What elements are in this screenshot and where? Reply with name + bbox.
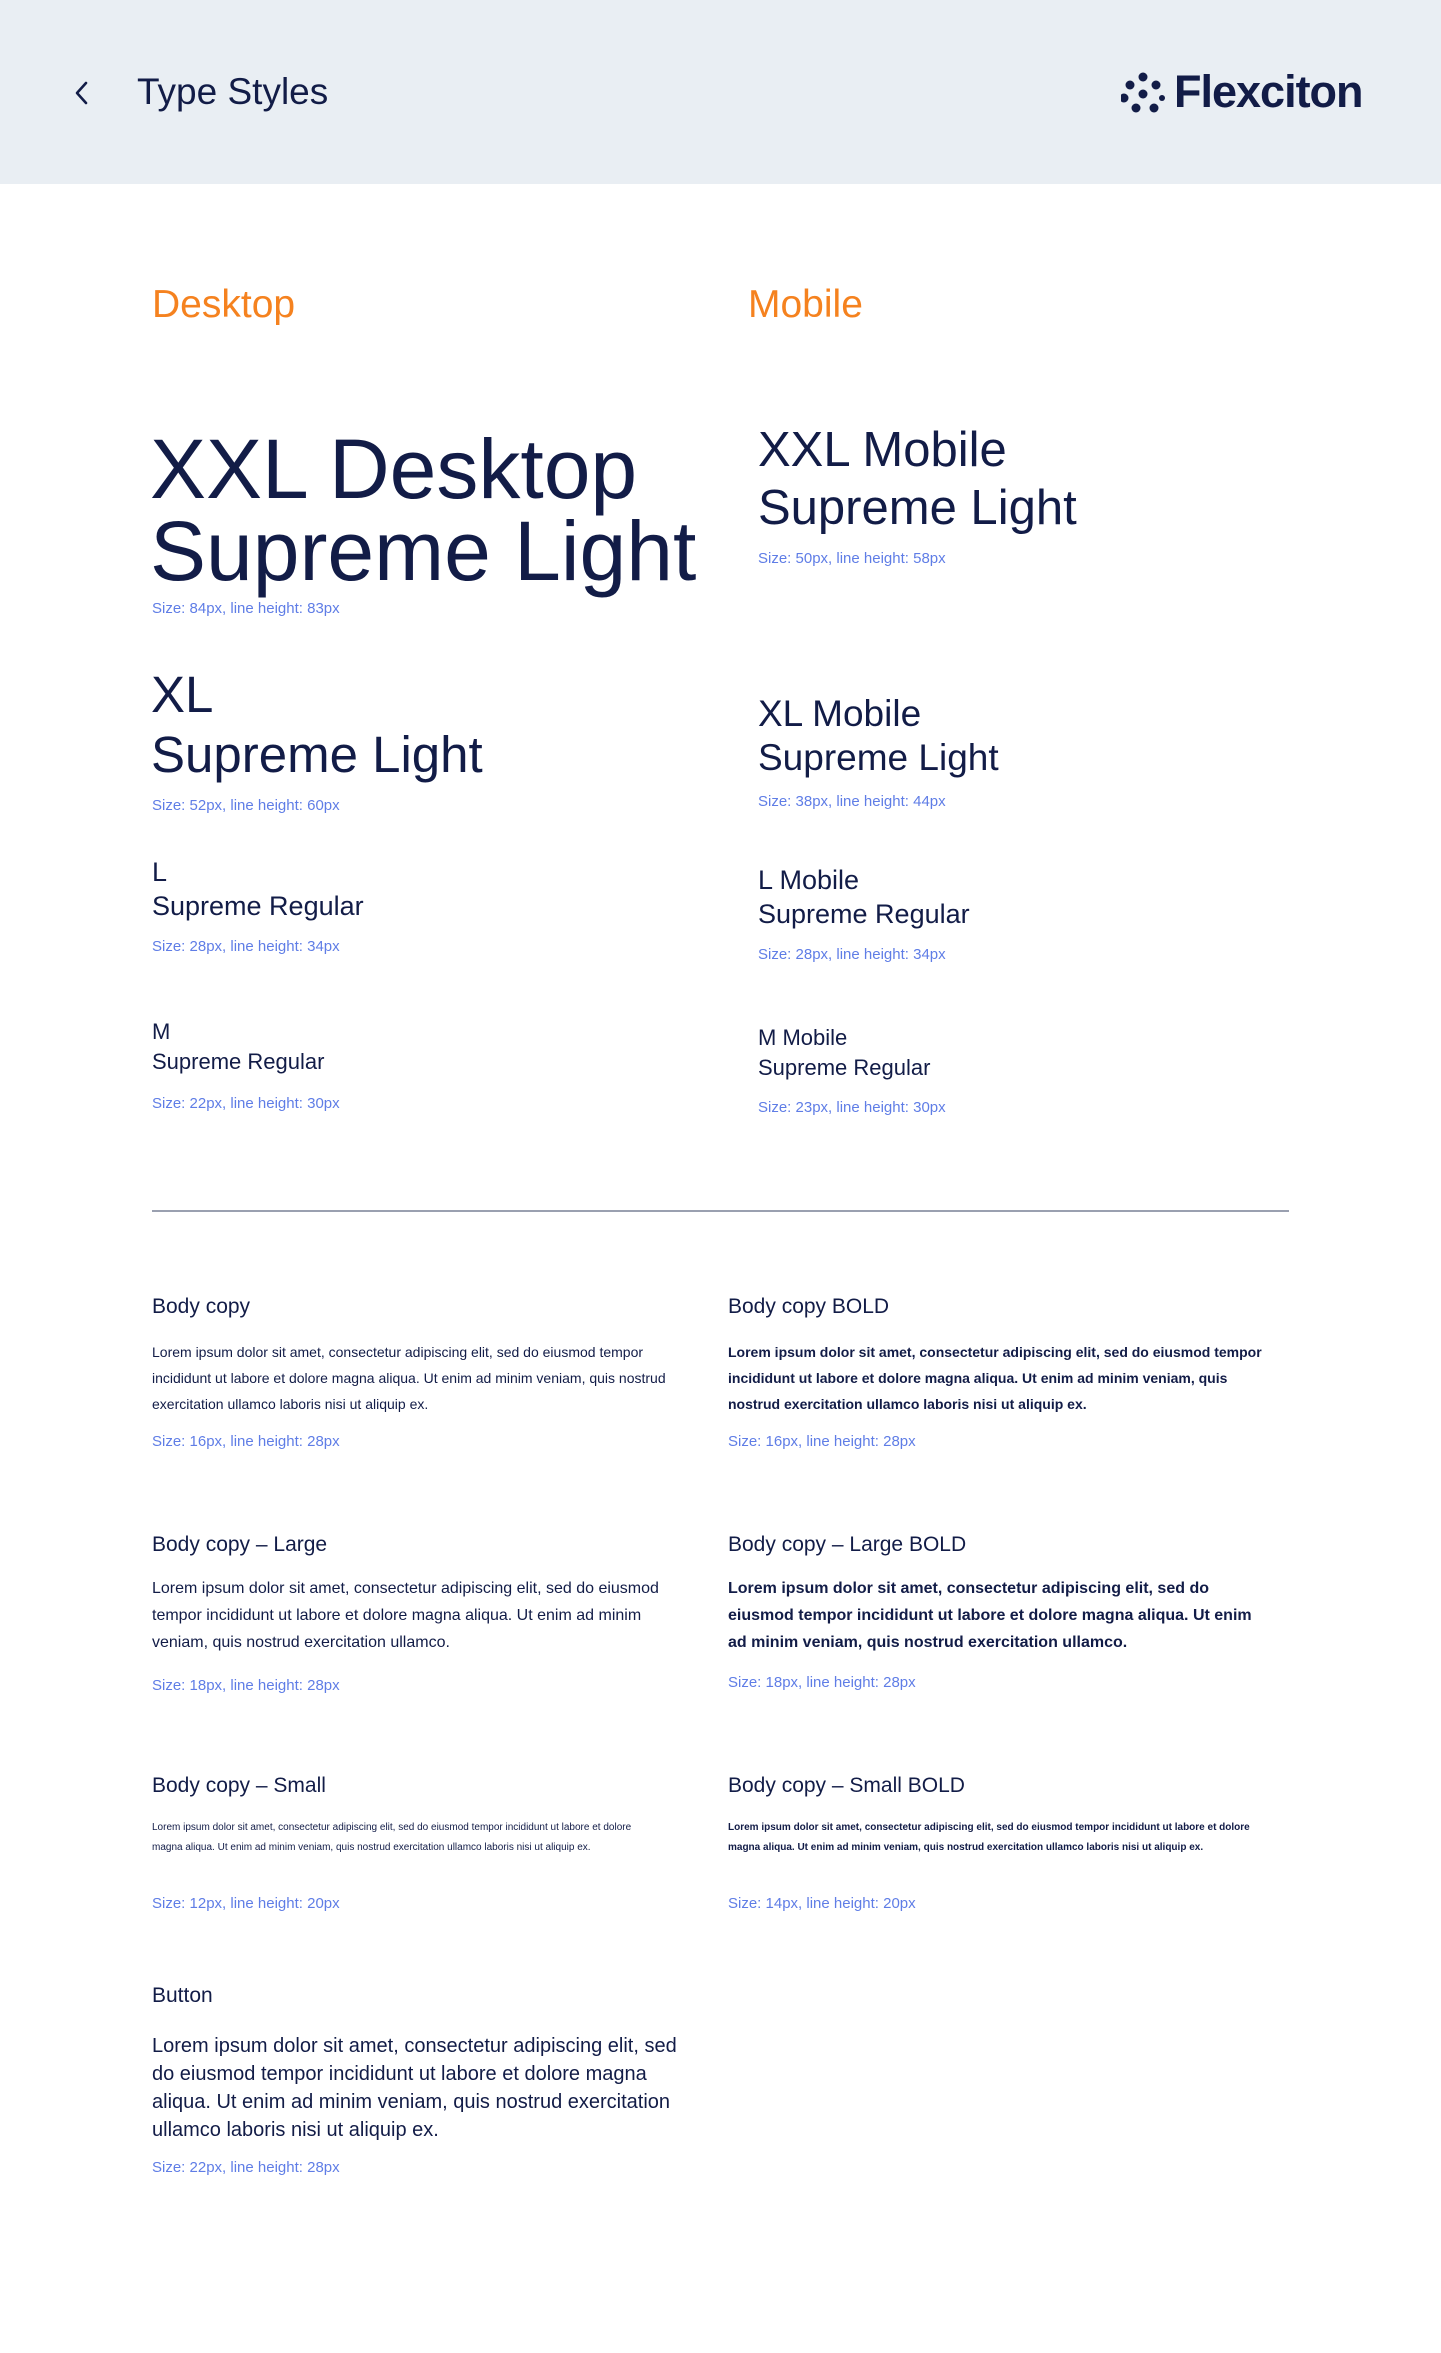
desktop-xl-line2: Supreme Light (151, 726, 483, 783)
back-button[interactable] (60, 72, 104, 116)
mobile-xxl-line1: XXL Mobile (758, 423, 1007, 477)
mobile-xxl-sample (758, 421, 1077, 537)
desktop-xxl-line1: XXL Desktop (150, 422, 638, 516)
desktop-xxl-sample (150, 422, 697, 598)
mobile-m-spec: Size: 23px, line height: 30px (758, 1099, 946, 1116)
desktop-xl-spec: Size: 52px, line height: 60px (152, 797, 340, 814)
body-copy-bold-label: Body copy BOLD (728, 1295, 890, 1318)
mobile-l-sample (758, 863, 970, 931)
mobile-xxl-line2: Supreme Light (758, 481, 1077, 535)
mobile-m-line2: Supreme Regular (758, 1055, 931, 1080)
desktop-xl-line1: XL (151, 666, 214, 723)
mobile-m-sample (758, 1023, 930, 1083)
body-copy-bold-spec: Size: 16px, line height: 28px (728, 1433, 916, 1450)
button-style-label: Button (152, 1984, 213, 2007)
section-divider (152, 1210, 1289, 1212)
body-small-sample: Lorem ipsum dolor sit amet, consectetur adipiscing elit, sed do eiusmod tempor incididunt ut labore et dolore magna aliqua. Ut enim ad minim veniam, quis nostrud exercitation ullamco laboris nisi ut aliquip ex. (152, 1822, 632, 1853)
desktop-m-line2: Supreme Regular (152, 1049, 325, 1074)
body-small-bold-spec: Size: 14px, line height: 20px (728, 1895, 916, 1912)
mobile-xl-spec: Size: 38px, line height: 44px (758, 793, 946, 810)
mobile-xl-line2: Supreme Light (758, 737, 999, 778)
body-copy-bold-sample: Lorem ipsum dolor sit amet, consectetur adipiscing elit, sed do eiusmod tempor incididunt ut labore et dolore magna aliqua. Ut enim ad minim veniam, quis nostrud exercitation ullamco laboris nisi ut aliquip ex. (728, 1344, 1262, 1412)
mobile-heading: Mobile (748, 283, 863, 326)
body-small-spec: Size: 12px, line height: 20px (152, 1895, 340, 1912)
body-small-label: Body copy – Small (152, 1774, 326, 1797)
mobile-m-line1: M Mobile (758, 1025, 848, 1050)
desktop-heading: Desktop (152, 283, 296, 326)
body-small-bold-sample: Lorem ipsum dolor sit amet, consectetur adipiscing elit, sed do eiusmod tempor incididunt ut labore et dolore magna aliqua. Ut enim ad minim veniam, quis nostrud exercitation ullamco laboris nisi ut aliquip ex. (728, 1822, 1250, 1853)
desktop-xxl-line2: Supreme Light (150, 504, 697, 598)
button-style-sample: Lorem ipsum dolor sit amet, consectetur adipiscing elit, sed do eiusmod tempor incididunt ut labore et dolore magna aliqua. Ut enim ad minim veniam, quis nostrud exercitation ullamco laboris nisi ut aliquip ex. (152, 2035, 677, 2141)
mobile-l-spec: Size: 28px, line height: 34px (758, 946, 946, 963)
desktop-m-sample (152, 1017, 324, 1077)
mobile-xl-line1: XL Mobile (758, 693, 922, 734)
body-large-bold-sample: Lorem ipsum dolor sit amet, consectetur adipiscing elit, sed do eiusmod tempor incididunt ut labore et dolore magna aliqua. Ut enim ad minim veniam, quis nostrud exercitation ullamco. (728, 1580, 1252, 1651)
flexciton-dots-logo-icon (1121, 72, 1165, 116)
brand-name: Flexciton (1174, 66, 1363, 117)
desktop-m-spec: Size: 22px, line height: 30px (152, 1095, 340, 1112)
mobile-l-line2: Supreme Regular (758, 899, 970, 929)
desktop-xl-sample (151, 665, 483, 785)
desktop-l-sample (152, 855, 364, 923)
body-large-sample: Lorem ipsum dolor sit amet, consectetur adipiscing elit, sed do eiusmod tempor incididunt ut labore et dolore magna aliqua. Ut enim ad minim veniam, quis nostrud exercitation ullamco. (152, 1580, 659, 1651)
desktop-l-line1: L (152, 857, 168, 887)
body-copy-spec: Size: 16px, line height: 28px (152, 1433, 340, 1450)
body-copy-label: Body copy (152, 1295, 251, 1318)
button-style-spec: Size: 22px, line height: 28px (152, 2159, 340, 2176)
mobile-xxl-spec: Size: 50px, line height: 58px (758, 550, 946, 567)
desktop-m-line1: M (152, 1019, 171, 1044)
body-copy-sample: Lorem ipsum dolor sit amet, consectetur adipiscing elit, sed do eiusmod tempor incididunt ut labore et dolore magna aliqua. Ut enim ad minim veniam, quis nostrud exercitation ullamco laboris nisi ut aliquip ex. (152, 1344, 666, 1412)
desktop-xxl-spec: Size: 84px, line height: 83px (152, 600, 340, 617)
desktop-l-line2: Supreme Regular (152, 891, 364, 921)
body-large-label: Body copy – Large (152, 1533, 328, 1556)
mobile-xl-sample (758, 692, 999, 780)
mobile-l-line1: L Mobile (758, 865, 860, 895)
body-large-bold-spec: Size: 18px, line height: 28px (728, 1674, 916, 1691)
desktop-l-spec: Size: 28px, line height: 34px (152, 938, 340, 955)
body-small-bold-label: Body copy – Small BOLD (728, 1774, 965, 1797)
page-title: Type Styles (137, 71, 329, 112)
body-large-spec: Size: 18px, line height: 28px (152, 1677, 340, 1694)
body-large-bold-label: Body copy – Large BOLD (728, 1533, 967, 1556)
page-header (0, 0, 1441, 184)
chevron-left-icon (60, 72, 104, 116)
